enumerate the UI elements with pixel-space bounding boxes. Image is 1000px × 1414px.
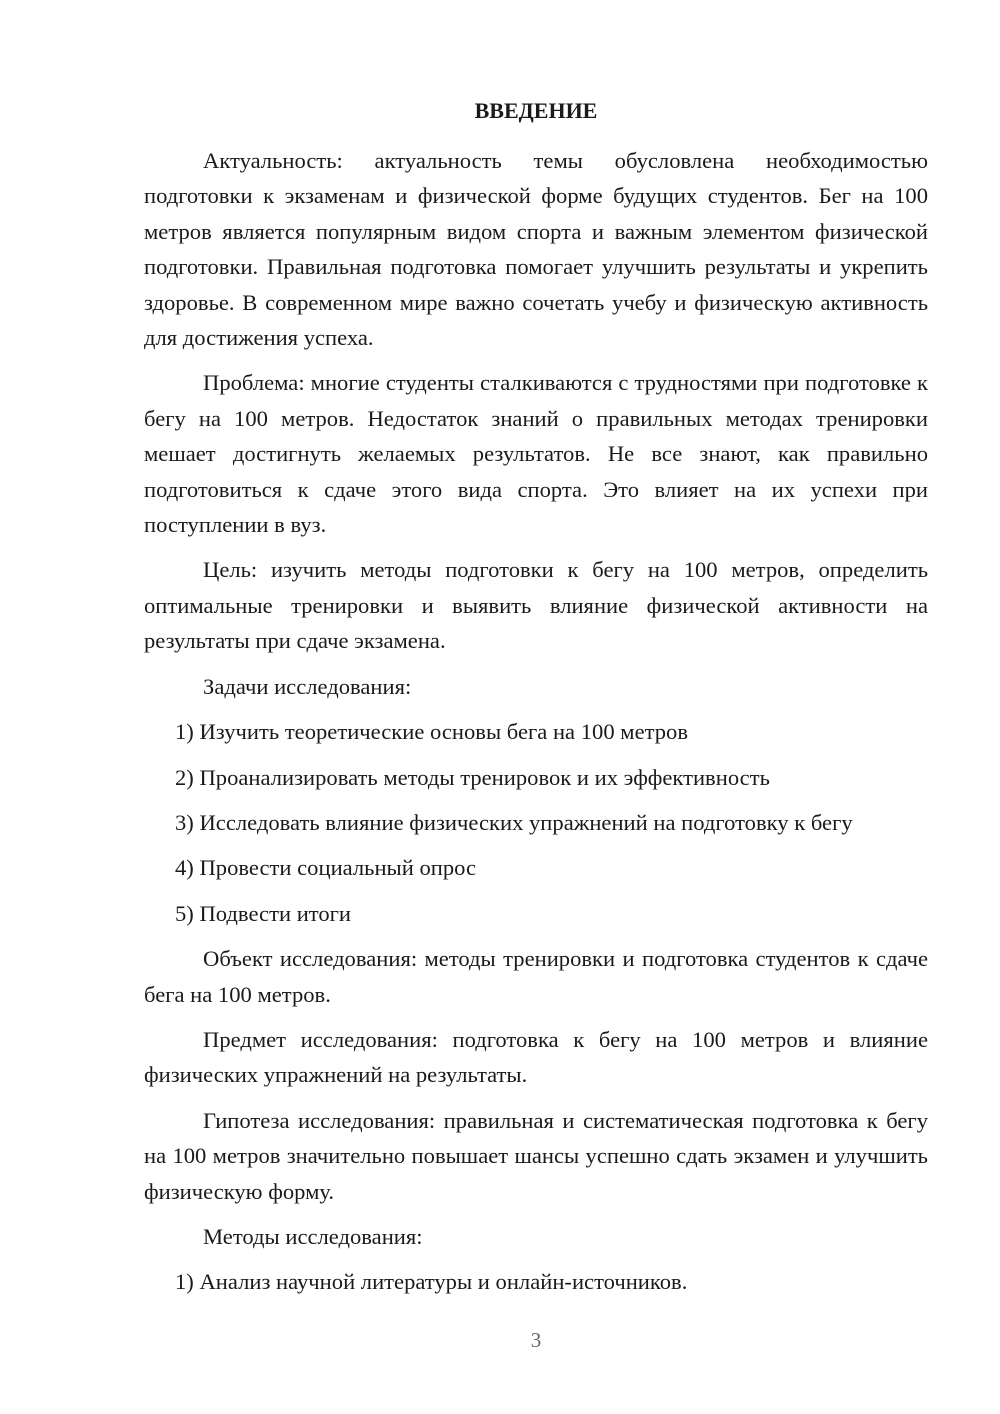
- list-item: 2) Проанализировать методы тренировок и их эффективность: [175, 764, 770, 790]
- list-item: 3) Исследовать влияние физических упражнений на подготовку к бегу: [175, 809, 853, 835]
- document-page: [144, 0, 928, 1414]
- list-item: 4) Провести социальный опрос: [175, 855, 477, 881]
- paragraph-hypothesis: Гипотеза исследования: правильная и систематическая подготовка к бегу на 100 метров значительно повышает шансы успешно сдать экзамен и улучшить физическую форму.: [144, 1107, 928, 1204]
- paragraph-problem: Проблема: многие студенты сталкиваются с трудностями при подготовке к бегу на 100 метров. Недостаток знаний о правильных методах тренировки мешает достигнуть желаемых результатов. Не все знают, как правильно подготовиться к сдаче этого вида спорта. Это влияет на их успехи при поступлении в вуз.: [144, 370, 928, 538]
- list-item: 1) Анализ научной литературы и онлайн-источников.: [175, 1269, 688, 1295]
- tasks-list: [144, 714, 928, 931]
- tasks-heading: Задачи исследования:: [203, 673, 412, 699]
- list-item: 5) Подвести итоги: [175, 900, 352, 926]
- paragraph-object: Объект исследования: методы тренировки и подготовка студентов к сдаче бега на 100 метров.: [144, 946, 928, 1007]
- page-title: ВВЕДЕНИЕ: [474, 98, 598, 123]
- page-content: [144, 143, 928, 1300]
- page-number: 3: [530, 1328, 542, 1352]
- methods-heading: Методы исследования:: [203, 1223, 423, 1249]
- methods-list: [144, 1264, 928, 1299]
- list-item: 1) Изучить теоретические основы бега на 100 метров: [175, 719, 689, 745]
- paragraph-goal: Цель: изучить методы подготовки к бегу на 100 метров, определить оптимальные тренировки и выявить влияние физической активности на результаты при сдаче экзамена.: [144, 557, 928, 654]
- paragraph-subject: Предмет исследования: подготовка к бегу на 100 метров и влияние физических упражнений на результаты.: [144, 1026, 928, 1088]
- paragraph-actuality: Актуальность: актуальность темы обусловлена необходимостью подготовки к экзаменам и физической форме будущих студентов. Бег на 100 метров является популярным видом спорта и важным элементом физической подготовки. Правильная подготовка помогает улучшить результаты и укрепить здоровье. В современном мире важно сочетать учебу и физическую активность для достижения успеха.: [144, 148, 928, 351]
